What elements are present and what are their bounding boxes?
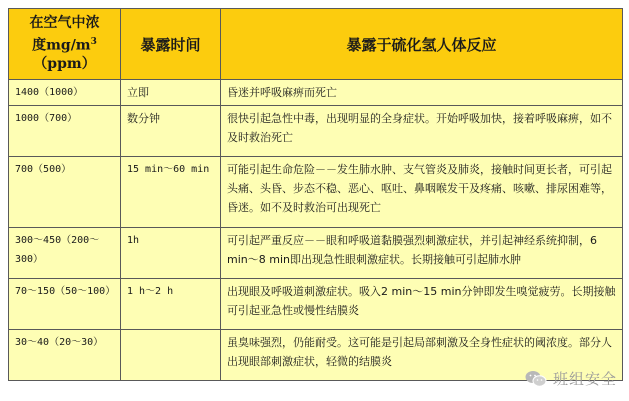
cell-concentration: 700（500）	[9, 157, 121, 228]
cell-reaction: 出现眼及呼吸道刺激症状。吸入2 min～15 min分钟即发生嗅觉疲劳。长期接触可引起亚急性或慢性结膜炎	[221, 279, 623, 330]
cell-reaction: 很快引起急性中毒，出现明显的全身症状。开始呼吸加快，接着呼吸麻痹，如不及时救治死亡	[221, 106, 623, 157]
cell-concentration: 30～40（20～30）	[9, 330, 121, 381]
cell-time: 1 h～2 h	[121, 279, 221, 330]
table-header-row	[9, 9, 623, 80]
watermark	[525, 368, 617, 389]
header-concentration-line3: （ppm）	[33, 56, 96, 73]
wechat-icon	[525, 370, 547, 388]
cell-reaction: 昏迷并呼吸麻痹而死亡	[221, 80, 623, 106]
cell-time: 数分钟	[121, 106, 221, 157]
cell-concentration: 300～450（200～300）	[9, 228, 121, 279]
table-row	[9, 279, 623, 330]
cell-concentration: 1000（700）	[9, 106, 121, 157]
cell-time	[121, 330, 221, 381]
header-concentration-unit: 度mg/m	[32, 37, 91, 54]
cell-concentration: 70～150（50～100）	[9, 279, 121, 330]
cell-time: 15 min～60 min	[121, 157, 221, 228]
header-concentration-unit-sup: 3	[90, 36, 97, 47]
header-concentration-line1: 在空气中浓	[29, 14, 100, 31]
cell-concentration: 1400（1000）	[9, 80, 121, 106]
cell-reaction: 虽臭味强烈，仍能耐受。这可能是引起局部刺激及全身性症状的阈浓度。部分人出现眼部刺激症状，轻微的结膜炎	[221, 330, 623, 381]
h2s-exposure-table	[8, 8, 623, 381]
table-row	[9, 106, 623, 157]
header-body-reaction: 暴露于硫化氢人体反应	[221, 9, 623, 80]
cell-time: 立即	[121, 80, 221, 106]
header-exposure-time: 暴露时间	[121, 9, 221, 80]
table-row	[9, 228, 623, 279]
cell-time: 1h	[121, 228, 221, 279]
table-row	[9, 157, 623, 228]
cell-reaction: 可引起严重反应－－眼和呼吸道黏膜强烈刺激症状，并引起神经系统抑制，6 min～8 min即出现急性眼刺激症状。长期接触可引起肺水肿	[221, 228, 623, 279]
watermark-text: 班组安全	[552, 370, 617, 388]
table-row	[9, 80, 623, 106]
header-concentration	[9, 9, 121, 80]
cell-reaction: 可能引起生命危险－－发生肺水肿、支气管炎及肺炎，接触时间更长者，可引起头痛、头昏、步态不稳、恶心、呕吐、鼻咽喉发干及疼痛、咳嗽、排尿困难等，昏迷。如不及时救治可出现死亡	[221, 157, 623, 228]
